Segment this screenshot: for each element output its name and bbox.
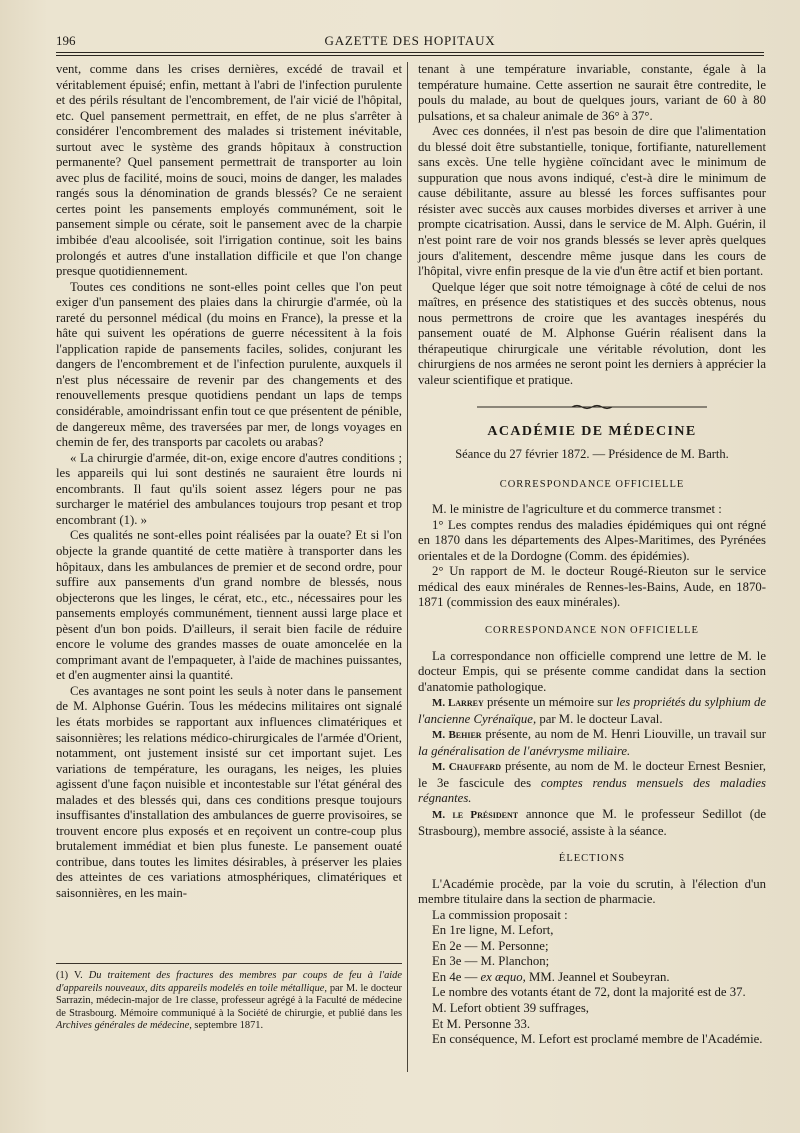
paragraph xyxy=(418,759,766,807)
list-item: En 1re ligne, M. Lefort, xyxy=(432,923,554,938)
running-header xyxy=(56,33,764,53)
paragraph: Et M. Personne 33. xyxy=(432,1016,531,1031)
paragraph xyxy=(418,807,766,839)
paragraph: Ces qualités ne sont-elles point réalisées par la ouate? Et si l'on objecte la grande quantité de cette matière à transporter dans les hôpitaux, dans les ambulances de premier et de second ordre, pour suffire aux pansements d'un grand nombre de blessés, nous objecterons que les linges, le cérat, etc., etc., nécessaires pour les pansements employés communément, tiennent aussi large place et pèsent d'un bon poids. D'ailleurs, il serait bien facile de réduire encore le volume des grandes masses de ouate amoncelée en la comprimant avant de l'empaqueter, à l'aide de machines puissantes, et d'en augmenter ainsi la quantité. xyxy=(56,528,402,683)
paragraph: Toutes ces conditions ne sont-elles point celles que l'on peut exiger d'un pansement des plaies dans la chirurgie d'armée, où la rareté du personnel médical (du moins en France), la presse et la hâte qui suivent les opérations de guerre nécessitent à la fois l'application rapide de pansements faciles, solides, conjurant les dangers de l'encombrement et de l'infection purulente, auxquels il n'est plus nécessaire de revenir par des changements et des renouvellements presque quotidiens pendant un laps de temps considérable, amoindrissant enfin tout ce que présentent de pénible, de dangereux même, des traversées par mer, de longs voyages en chemin de fer, des transports par cacolets ou arabas? xyxy=(56,279,402,450)
work-title: la généralisation de l'anévrysme miliaire. xyxy=(418,743,631,758)
ornamental-rule xyxy=(477,404,707,410)
footnote-lead: (1) V. xyxy=(56,970,89,981)
text-run: ex æquo, xyxy=(480,969,526,984)
footnote-archives: Archives générales de médecine, xyxy=(56,1020,192,1032)
paragraph: M. le ministre de l'agriculture et du commerce transmet : xyxy=(432,502,722,517)
elections-heading: ÉLECTIONS xyxy=(558,853,626,865)
session-line: Séance du 27 février 1872. — Présidence de M. Barth. xyxy=(455,447,729,462)
right-column xyxy=(418,62,766,1048)
paragraph: La correspondance non officielle comprend une lettre de M. le docteur Empis, qui se présente comme candidat dans la section d'anatomie pathologique. xyxy=(418,648,766,694)
academy-title: ACADÉMIE DE MÉDECINE xyxy=(487,424,697,440)
page-number: 196 xyxy=(56,33,76,48)
text-run: présente, au nom de M. Henri Liouville, un travail sur xyxy=(481,727,766,742)
paragraph: vent, comme dans les crises dernières, excédé de travail et véritablement épuisé; enfin, mettant à l'abri de l'infection purulente et des périls résultant de l'encombrement, de l'air vicié de l'hôpital, etc. Quel pansement permettrait, en effet, de ne plus s'arrêter à considérer l'encombrement des malades si tristement inévitable, surtout avec le système des grands hôpitaux à construction permanente? Quel pansement permettrait de transporter au loin avec plus de facilité, moins de souci, moins de danger, les malades rangés sous la dénomination de grands blessés? Ce ne seraient certes point les pansements employés communément, soit le pansement simple ou cérate, soit le pansement avec de la charpie imbibée d'eau alcoolisée, soit l'irrigation continue, soit les bains prolongés et autres d'une installation difficile et que l'on change presque quotidiennement. xyxy=(56,62,402,279)
work-title: les propriétés du sylphium de l'ancienne Cyrénaïque, xyxy=(418,695,766,726)
paragraph: « La chirurgie d'armée, dit-on, exige encore d'autres conditions ; les appareils qui lui sont destinés ne sauraient être lourds ni encombrants. Il faut qu'ils soient assez légers pour ne pas surcharger le matériel des ambulances toujours trop pesant et trop encombrant (1). » xyxy=(56,450,402,527)
text-run: par M. le docteur Laval. xyxy=(536,711,663,726)
speaker-name: M. Larrey xyxy=(432,697,484,710)
paragraph: L'Académie procède, par la voie du scrutin, à l'élection d'un membre titulaire dans la section de pharmacie. xyxy=(418,876,766,907)
footnote-date: septembre 1871. xyxy=(191,1020,264,1032)
candidate-list xyxy=(418,923,766,985)
paragraph: 2° Un rapport de M. le docteur Rougé-Rieuton sur le service médical des eaux minérales de Rennes-les-Bains, Aude, en 1870-1871 (commission des eaux minérales). xyxy=(418,564,766,610)
paragraph: Quelque léger que soit notre témoignage à côté de celui de nos maîtres, en présence des statistiques et des succès obtenus, nous nous permettrons de croire que les avantages inespérés du pansement ouaté de M. Alphonse Guérin réalisent dans la thérapeutique chirurgicale une véritable révolution, dont les chirurgiens de nos armées ne seront point les derniers à apprécier la valeur scientifique et pratique. xyxy=(418,279,766,387)
list-item: En 2e — M. Personne; xyxy=(432,938,549,953)
paragraph: 1° Les comptes rendus des maladies épidémiques qui ont régné en 1870 dans les départements des Alpes-Maritimes, des Pyrénées orientales et de la Dordogne (Comm. des épidémies). xyxy=(418,517,766,563)
footnote-rule xyxy=(56,963,402,964)
paragraph: M. Lefort obtient 39 suffrages, xyxy=(432,1000,589,1015)
speaker-name: M. Chauffard xyxy=(432,761,501,774)
paragraph: tenant à une température invariable, constante, égale à la température humaine. Cette assertion ne saurait être contredite, le pouls du malade, au bout de quelques jours, variant de 60 à 80 pulsations, et sa chaleur animale de 36° à 37°. xyxy=(418,62,766,123)
footnote xyxy=(56,970,402,1033)
list-item: En 3e — M. Planchon; xyxy=(432,954,550,969)
speaker-name: M. le Président xyxy=(432,808,519,821)
paragraph xyxy=(418,695,766,727)
text-run: présente, au nom de M. le docteur Ernest Besnier, le 3e fascicule des xyxy=(418,759,766,790)
correspondence-official-heading: CORRESPONDANCE OFFICIELLE xyxy=(499,478,685,490)
text-run: En 4e — xyxy=(432,969,481,984)
text-run: présente un mémoire sur xyxy=(483,695,617,710)
footnote-title: Du traitement des fractures des membres par coups de feu à l'aide d'appareils nouveaux, dits appareils modelés en toile métallique, xyxy=(56,970,402,994)
header-rule xyxy=(56,52,764,56)
paragraph xyxy=(418,727,766,759)
paragraph: En conséquence, M. Lefort est proclamé membre de l'Académie. xyxy=(432,1032,763,1047)
footnote-body: par M. le docteur Sarrazin, médecin-major de 1re classe, professeur agrégé à la Faculté de médecine de Strasbourg. Mémoire communiqué à la Société de chirurgie, et publié dans les xyxy=(56,982,403,1019)
paragraph: La commission proposait : xyxy=(432,907,568,922)
column-divider xyxy=(407,62,408,1072)
correspondence-nonofficial-heading: CORRESPONDANCE NON OFFICIELLE xyxy=(485,624,699,636)
paragraph: Avec ces données, il n'est pas besoin de dire que l'alimentation du blessé doit être substantielle, tonique, fortifiante, naturellement sans excès. Une telle hygiène coïncidant avec le minimum de suppuration que nous avons indiqué, c'est-à dire le minimum de cause débilitante, assure au blessé les forces suffisantes pour résister avec succès aux causes morbides diverses et arriver à une prompte cicatrisation. Aussi, dans le service de M. Alph. Guérin, il n'est point rare de voir nos grands blessés se lever après quelques jours d'alitement, descendre même jusque dans les cours de l'hôpital, vivre enfin presque de la vie d'un être actif et bien portant. xyxy=(418,124,766,279)
journal-title: GAZETTE DES HOPITAUX xyxy=(324,33,496,48)
paragraph: Le nombre des votants étant de 72, dont la majorité est de 37. xyxy=(432,985,746,1000)
work-title: comptes rendus mensuels des maladies régnantes. xyxy=(418,775,766,806)
speaker-name: M. Behier xyxy=(432,729,482,742)
text-run: annonce que M. le professeur Sedillot (de Strasbourg), membre associé, assiste à la séance. xyxy=(418,806,766,838)
left-column xyxy=(56,62,402,902)
paragraph: Ces avantages ne sont point les seuls à noter dans le pansement de M. Alphonse Guérin. Tous les médecins militaires ont signalé les états morbides se rapportant aux influences climatériques et saisonnières; les relations médico-chirurgicales de l'armée d'Orient, notamment, ont justement insisté sur cet important sujet. Les variations de température, les ouragans, les neiges, les pluies agissent d'une façon nuisible et incontestable sur l'état général des malades et des blessés qui, dans ces conditions presque toujours insuffisantes d'installation des ambulances de guerre provisoires, se trouvent encore plus exposés et en reçoivent un contre-coup plus brutalement immédiat et bien plus funeste. Le pansement ouaté contribue, dans toutes les limites désirables, à préserver les plaies des atteintes de ces variations atmosphériques, climatériques et saisonnières, en les main- xyxy=(56,683,402,900)
list-item xyxy=(418,970,766,986)
text-run: MM. Jeannel et Soubeyran. xyxy=(525,969,670,984)
